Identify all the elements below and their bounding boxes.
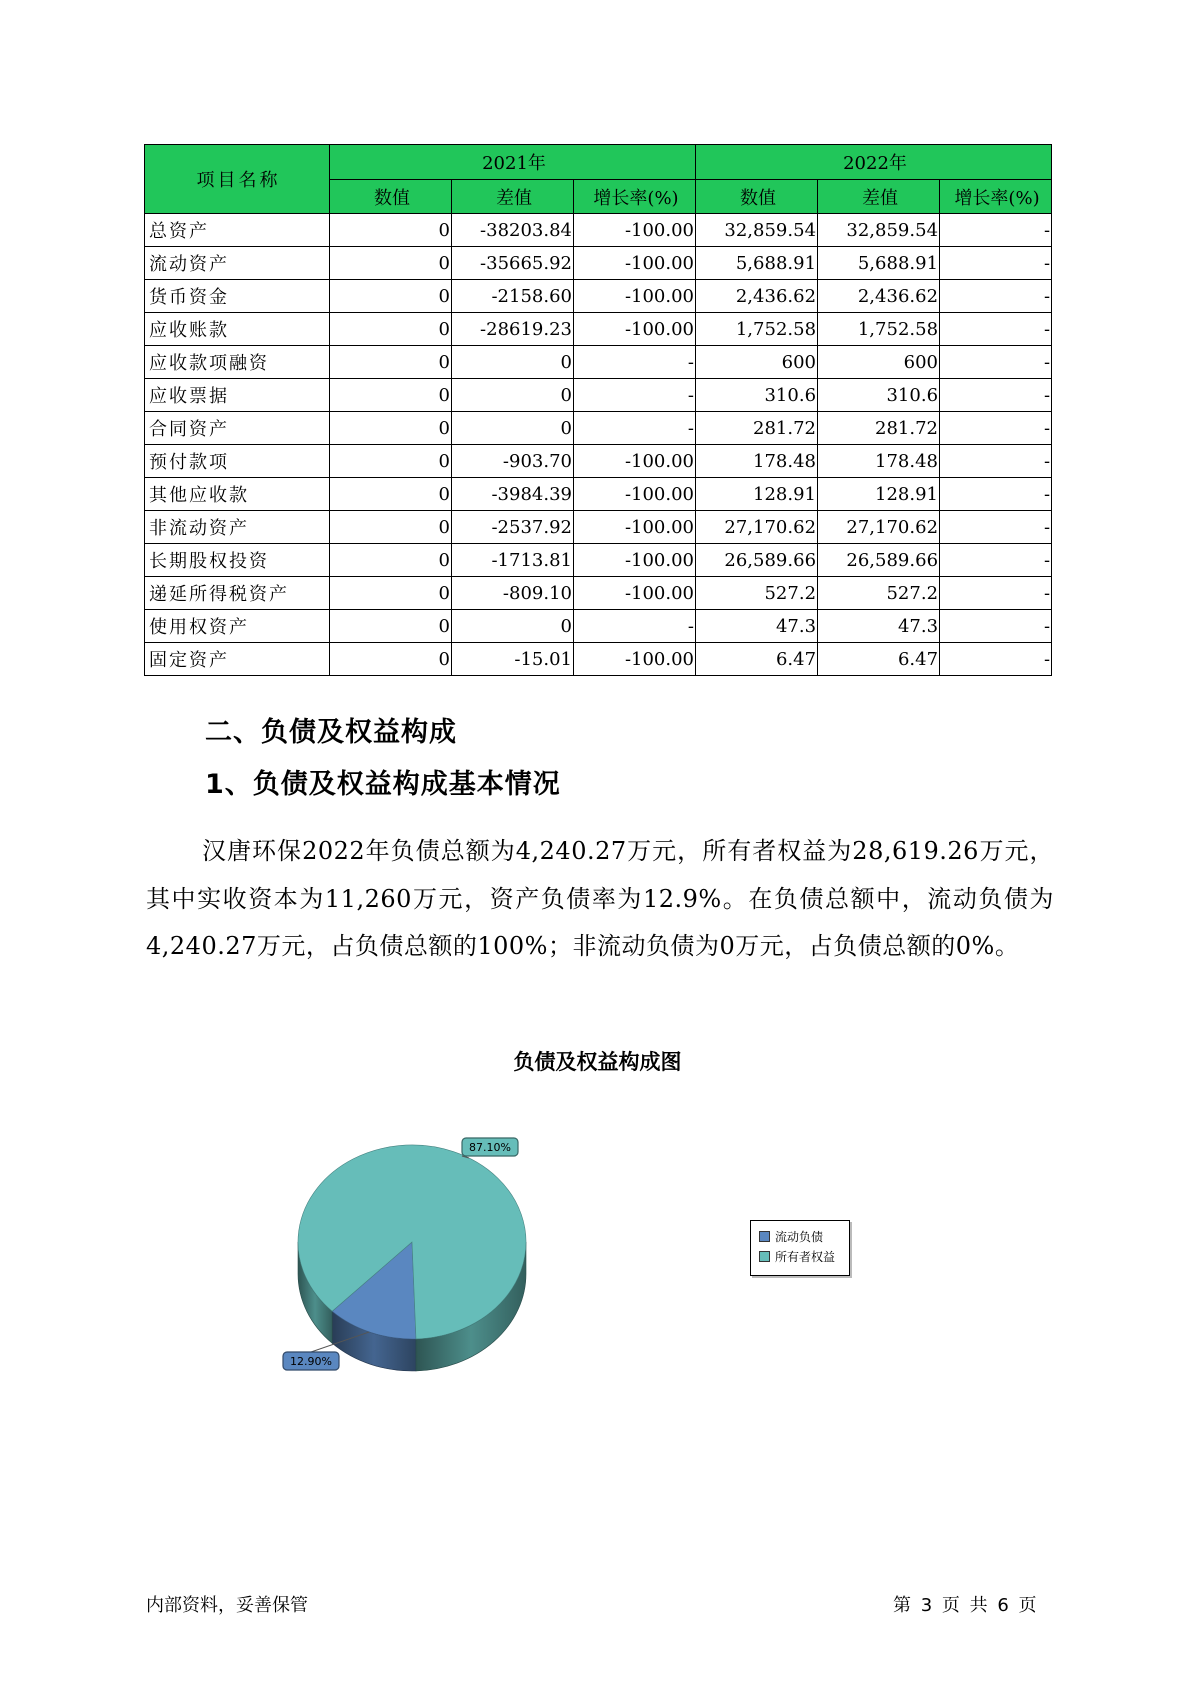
cell-growth-2021: -	[574, 412, 696, 445]
cell-growth-2022: -	[940, 544, 1052, 577]
cell-diff-2021: 0	[452, 346, 574, 379]
cell-growth-2022: -	[940, 214, 1052, 247]
cell-growth-2021: -100.00	[574, 313, 696, 346]
cell-diff-2022: 281.72	[818, 412, 940, 445]
cell-value-2022: 600	[696, 346, 818, 379]
cell-value-2021: 0	[330, 346, 452, 379]
cell-diff-2021: -1713.81	[452, 544, 574, 577]
cell-diff-2022: 1,752.58	[818, 313, 940, 346]
cell-diff-2021: -35665.92	[452, 247, 574, 280]
pie-chart	[290, 1100, 615, 1370]
table-row	[145, 445, 1052, 478]
header-value-2022: 数值	[696, 180, 818, 214]
cell-growth-2022: -	[940, 313, 1052, 346]
cell-row-name: 预付款项	[145, 445, 330, 478]
cell-growth-2021: -	[574, 379, 696, 412]
cell-diff-2022: 47.3	[818, 610, 940, 643]
cell-value-2022: 26,589.66	[696, 544, 818, 577]
cell-diff-2021: -2537.92	[452, 511, 574, 544]
cell-diff-2021: -3984.39	[452, 478, 574, 511]
cell-value-2021: 0	[330, 478, 452, 511]
cell-value-2022: 1,752.58	[696, 313, 818, 346]
cell-growth-2021: -100.00	[574, 511, 696, 544]
cell-value-2022: 32,859.54	[696, 214, 818, 247]
cell-diff-2021: 0	[452, 610, 574, 643]
section-subheading: 1、负债及权益构成基本情况	[205, 769, 561, 800]
cell-growth-2022: -	[940, 643, 1052, 676]
cell-value-2022: 128.91	[696, 478, 818, 511]
cell-row-name: 长期股权投资	[145, 544, 330, 577]
cell-row-name: 其他应收款	[145, 478, 330, 511]
cell-growth-2022: -	[940, 412, 1052, 445]
cell-value-2021: 0	[330, 511, 452, 544]
data-label: 12.90%	[290, 1355, 332, 1368]
cell-diff-2021: 0	[452, 412, 574, 445]
cell-value-2021: 0	[330, 313, 452, 346]
cell-value-2021: 0	[330, 544, 452, 577]
body-paragraph: 汉唐环保2022年负债总额为4,240.27万元，所有者权益为28,619.26万元，其中实收资本为11,260万元，资产负债率为12.9%。在负债总额中，流动负债为4,240.27万元，占负债总额的100%；非流动负债为0万元，占负债总额的0%。	[146, 837, 1054, 960]
cell-value-2021: 0	[330, 280, 452, 313]
cell-growth-2022: -	[940, 280, 1052, 313]
cell-value-2021: 0	[330, 445, 452, 478]
cell-growth-2022: -	[940, 346, 1052, 379]
cell-growth-2021: -100.00	[574, 643, 696, 676]
cell-row-name: 应收账款	[145, 313, 330, 346]
table-row	[145, 610, 1052, 643]
cell-diff-2022: 27,170.62	[818, 511, 940, 544]
cell-diff-2022: 527.2	[818, 577, 940, 610]
cell-growth-2021: -100.00	[574, 544, 696, 577]
table-header-row	[145, 145, 1052, 180]
table-row	[145, 346, 1052, 379]
header-diff-2022: 差值	[818, 180, 940, 214]
legend-swatch	[759, 1231, 770, 1242]
legend-item-owners-equity	[759, 1249, 835, 1265]
cell-value-2021: 0	[330, 379, 452, 412]
cell-growth-2022: -	[940, 247, 1052, 280]
table-row	[145, 478, 1052, 511]
table-row	[145, 214, 1052, 247]
chart-title: 负债及权益构成图	[513, 1050, 682, 1074]
table-row	[145, 544, 1052, 577]
cell-value-2022: 281.72	[696, 412, 818, 445]
cell-row-name: 使用权资产	[145, 610, 330, 643]
cell-value-2021: 0	[330, 247, 452, 280]
legend-label: 流动负债	[775, 1230, 824, 1244]
table-row	[145, 511, 1052, 544]
cell-value-2022: 5,688.91	[696, 247, 818, 280]
cell-diff-2021: -2158.60	[452, 280, 574, 313]
table-row	[145, 247, 1052, 280]
cell-growth-2021: -100.00	[574, 478, 696, 511]
table-row	[145, 280, 1052, 313]
cell-diff-2021: -15.01	[452, 643, 574, 676]
footer-confidential: 内部资料，妥善保管	[146, 1595, 308, 1616]
cell-value-2021: 0	[330, 643, 452, 676]
cell-diff-2021: 0	[452, 379, 574, 412]
cell-diff-2021: -38203.84	[452, 214, 574, 247]
header-item-name: 项目名称	[145, 145, 330, 214]
cell-diff-2022: 5,688.91	[818, 247, 940, 280]
table-row	[145, 577, 1052, 610]
legend-label: 所有者权益	[775, 1250, 836, 1264]
cell-value-2022: 527.2	[696, 577, 818, 610]
header-diff-2021: 差值	[452, 180, 574, 214]
cell-growth-2022: -	[940, 445, 1052, 478]
header-year-2022: 2022年	[696, 145, 1052, 180]
header-growth-2022: 增长率(%)	[940, 180, 1052, 214]
cell-growth-2021: -100.00	[574, 214, 696, 247]
cell-diff-2022: 2,436.62	[818, 280, 940, 313]
cell-value-2022: 2,436.62	[696, 280, 818, 313]
cell-value-2021: 0	[330, 577, 452, 610]
cell-value-2022: 6.47	[696, 643, 818, 676]
cell-diff-2022: 32,859.54	[818, 214, 940, 247]
cell-growth-2021: -100.00	[574, 577, 696, 610]
cell-growth-2022: -	[940, 379, 1052, 412]
cell-growth-2021: -100.00	[574, 280, 696, 313]
cell-value-2022: 47.3	[696, 610, 818, 643]
cell-value-2022: 310.6	[696, 379, 818, 412]
cell-diff-2022: 178.48	[818, 445, 940, 478]
footer-page-number: 第 3 页 共 6 页	[893, 1595, 1037, 1616]
cell-diff-2021: -28619.23	[452, 313, 574, 346]
cell-diff-2022: 6.47	[818, 643, 940, 676]
cell-value-2022: 27,170.62	[696, 511, 818, 544]
chart-legend	[750, 1220, 850, 1276]
cell-growth-2021: -100.00	[574, 445, 696, 478]
data-label: 87.10%	[469, 1141, 511, 1154]
cell-row-name: 应收票据	[145, 379, 330, 412]
cell-growth-2021: -	[574, 346, 696, 379]
cell-row-name: 递延所得税资产	[145, 577, 330, 610]
cell-row-name: 总资产	[145, 214, 330, 247]
cell-diff-2022: 600	[818, 346, 940, 379]
section-heading: 二、负债及权益构成	[205, 717, 457, 748]
header-value-2021: 数值	[330, 180, 452, 214]
cell-growth-2022: -	[940, 511, 1052, 544]
cell-value-2021: 0	[330, 412, 452, 445]
cell-row-name: 货币资金	[145, 280, 330, 313]
cell-growth-2021: -	[574, 610, 696, 643]
cell-growth-2022: -	[940, 577, 1052, 610]
cell-diff-2022: 26,589.66	[818, 544, 940, 577]
header-year-2021: 2021年	[330, 145, 696, 180]
cell-value-2022: 178.48	[696, 445, 818, 478]
cell-growth-2022: -	[940, 478, 1052, 511]
financial-table	[144, 144, 1052, 676]
cell-growth-2022: -	[940, 610, 1052, 643]
cell-growth-2021: -100.00	[574, 247, 696, 280]
legend-item-current-liabilities	[759, 1229, 823, 1245]
cell-diff-2022: 128.91	[818, 478, 940, 511]
cell-diff-2022: 310.6	[818, 379, 940, 412]
cell-row-name: 应收款项融资	[145, 346, 330, 379]
table-row	[145, 313, 1052, 346]
cell-value-2021: 0	[330, 214, 452, 247]
legend-swatch	[759, 1251, 770, 1262]
cell-value-2021: 0	[330, 610, 452, 643]
cell-diff-2021: -809.10	[452, 577, 574, 610]
table-row	[145, 379, 1052, 412]
cell-row-name: 合同资产	[145, 412, 330, 445]
cell-row-name: 流动资产	[145, 247, 330, 280]
table-row	[145, 412, 1052, 445]
header-growth-2021: 增长率(%)	[574, 180, 696, 214]
table-body	[145, 214, 1052, 676]
table-row	[145, 643, 1052, 676]
cell-row-name: 非流动资产	[145, 511, 330, 544]
cell-diff-2021: -903.70	[452, 445, 574, 478]
cell-row-name: 固定资产	[145, 643, 330, 676]
